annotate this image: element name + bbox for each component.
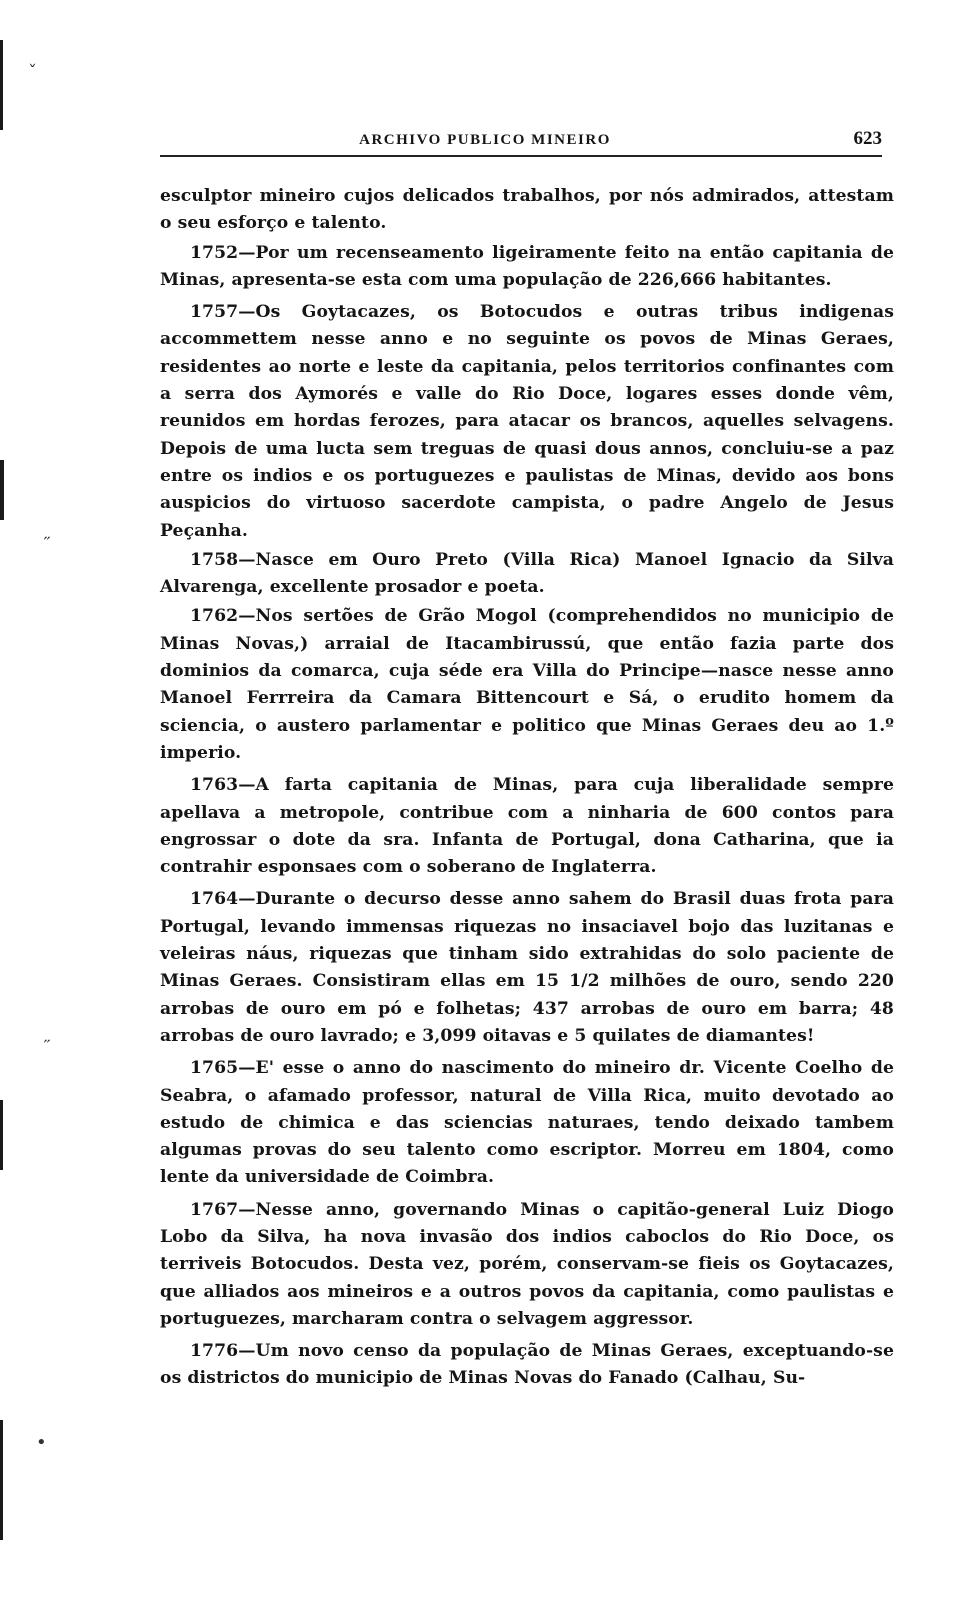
paragraph-1757: 1757—Os Goytacazes, os Botocudos e outras tribus indigenas accommettem nesse anno e no seguinte os povos de Minas Geraes, residentes ao norte e leste da capitania, pelos territorios confinantes com a serra dos Aymorés e valle do Rio Doce, logares esses donde vêm, reunidos em hordas ferozes, para atacar os brancos, aquelles selvagens. Depois de uma lucta sem treguas de quasi dous annos, concluiu-se a paz entre os indios e os portuguezes e paulistas de Minas, devido aos bons auspicios do virtuoso sacerdote campista, o padre Angelo de Jesus Peçanha. (160, 302, 894, 541)
paragraph-1776: 1776—Um novo censo da população de Minas Geraes, exceptuando-se os districtos do municipio de Minas Novas do Fanado (Calhau, Su- (160, 1341, 894, 1389)
body-text (160, 183, 894, 1395)
paragraph-1758: 1758—Nasce em Ouro Preto (Villa Rica) Manoel Ignacio da Silva Alvarenga, excellente prosador e poeta. (160, 549, 894, 598)
paragraph-1752: 1752—Por um recenseamento ligeiramente feito na então capitania de Minas, apresenta-se esta com uma população de 226,666 habitantes. (160, 242, 894, 290)
scan-speck: • (36, 1432, 47, 1453)
page-header (160, 128, 890, 154)
paragraph-1764: 1764—Durante o decurso desse anno sahem do Brasil duas frota para Portugal, levando immensas riquezas no insaciavel bojo das luzitanas e veleiras náus, riquezas que tinham sido extrahidas do solo paciente de Minas Geraes. Consistiram ellas em 15 1/2 milhões de ouro, sendo 220 arrobas de ouro em pó e folhetas; 437 arrobas de ouro em barra; 48 arrobas de ouro lavrado; e 3,099 oitavas e 5 quilates de diamantes! (160, 889, 894, 1046)
paragraph-1762: 1762—Nos sertões de Grão Mogol (comprehendidos no municipio de Minas Novas,) arraial de Itacambirussú, que então fazia parte dos dominios da comarca, cuja séde era Villa do Principe—nasce nesse anno Manoel Ferrreira da Camara Bittencourt e Sá, o erudito homem da sciencia, o austero parlamentar e politico que Minas Geraes deu ao 1.º imperio. (160, 606, 894, 763)
paragraph-1763: 1763—A farta capitania de Minas, para cuja liberalidade sempre apellava a metropole, contribue com a ninharia de 600 contos para engrossar o dote da sra. Infanta de Portugal, dona Catharina, que ia contrahir esponsaes com o soberano de Inglaterra. (160, 775, 894, 878)
scan-speck: ˶ (44, 1028, 50, 1049)
paragraph-continuation: esculptor mineiro cujos delicados trabalhos, por nós admirados, attestam o seu esforço e talento. (160, 186, 894, 234)
scan-edge-mark (0, 460, 4, 520)
running-title: ARCHIVO PUBLICO MINEIRO (359, 132, 611, 148)
scan-speck: ˇ (28, 62, 37, 83)
header-rule (160, 155, 882, 157)
paragraph-1767: 1767—Nesse anno, governando Minas o capitão-general Luiz Diogo Lobo da Silva, ha nova invasão dos indios caboclos do Rio Doce, os terriveis Botocudos. Desta vez, porém, conservam-se fieis os Goytacazes, que alliados aos mineiros e a outros povos da capitania, como paulistas e portuguezes, marcharam contra o selvagem aggressor. (160, 1199, 894, 1329)
scan-edge-mark (0, 1420, 3, 1540)
page-number: 623 (853, 128, 882, 149)
scan-edge-mark (0, 40, 3, 130)
paragraph-1765: 1765—E' esse o anno do nascimento do mineiro dr. Vicente Coelho de Seabra, o afamado professor, natural de Villa Rica, muito devotado ao estudo de chimica e das sciencias naturaes, tendo deixado tambem algumas provas do seu talento como escriptor. Morreu em 1804, como lente da universidade de Coimbra. (160, 1058, 894, 1188)
scan-speck: ˶ (44, 525, 50, 546)
scan-edge-mark (0, 1100, 3, 1170)
